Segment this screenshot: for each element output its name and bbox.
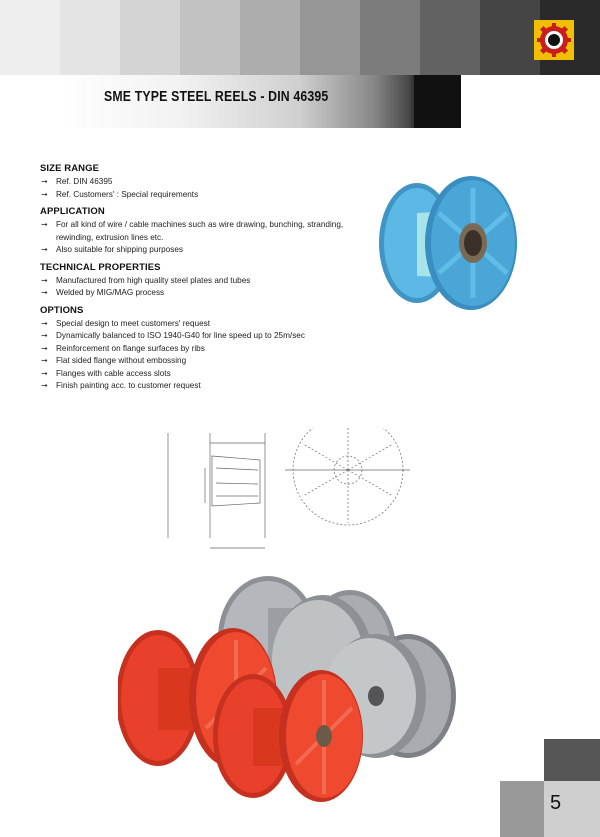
title-band-block: [414, 75, 461, 128]
spec-content: [40, 163, 360, 393]
footer-block: [544, 739, 600, 781]
technical-drawing: [150, 428, 420, 558]
gradient-block: [360, 0, 420, 75]
gradient-block: [240, 0, 300, 75]
list-item: ➞ Also suitable for shipping purposes: [40, 244, 360, 257]
section-heading-technical: TECHNICAL PROPERTIES: [40, 261, 161, 273]
list-item: ➞ Finish painting acc. to customer request: [40, 380, 360, 393]
footer-block: [500, 781, 544, 837]
list-item: ➞ Welded by MIG/MAG process: [40, 287, 360, 300]
section-heading-options: OPTIONS: [40, 304, 84, 316]
list-item: ➞ For all kind of wire / cable machines such as wire drawing, bunching, stranding, rewinding, extrusion lines etc.: [40, 219, 360, 244]
list-item: ➞ Reinforcement on flange surfaces by ribs: [40, 343, 360, 356]
size-range-list: [40, 176, 360, 201]
page-number: 5: [550, 792, 562, 814]
options-list: [40, 318, 360, 393]
list-item: ➞ Flat sided flange without embossing: [40, 355, 360, 368]
gradient-block: [480, 0, 540, 75]
gradient-block: [420, 0, 480, 75]
application-list: [40, 219, 360, 257]
gradient-block: [60, 0, 120, 75]
list-item: ➞ Flanges with cable access slots: [40, 368, 360, 381]
gear-logo-icon: [534, 20, 574, 60]
list-item: ➞ Ref. Customers' : Special requirements: [40, 189, 360, 202]
gradient-block: [120, 0, 180, 75]
list-item: ➞ Dynamically balanced to ISO 1940-G40 for line speed up to 25m/sec: [40, 330, 360, 343]
gradient-block: [300, 0, 360, 75]
header-gradient-strip: [0, 0, 600, 75]
blue-reel-image: [355, 168, 520, 313]
gradient-block: [0, 0, 60, 75]
list-item: ➞ Ref. DIN 46395: [40, 176, 360, 189]
list-item: ➞ Special design to meet customers' request: [40, 318, 360, 331]
gradient-block: [180, 0, 240, 75]
section-heading-size-range: SIZE RANGE: [40, 163, 100, 174]
list-item: ➞ Manufactured from high quality steel plates and tubes: [40, 275, 360, 288]
company-logo: [534, 20, 574, 60]
title-band-tail: [440, 75, 600, 128]
red-grey-reels-image: [118, 568, 478, 818]
footer-band: [500, 739, 600, 837]
technical-list: [40, 275, 360, 300]
section-heading-application: APPLICATION: [40, 206, 105, 217]
page-title: SME TYPE STEEL REELS - DIN 46395: [104, 88, 329, 105]
